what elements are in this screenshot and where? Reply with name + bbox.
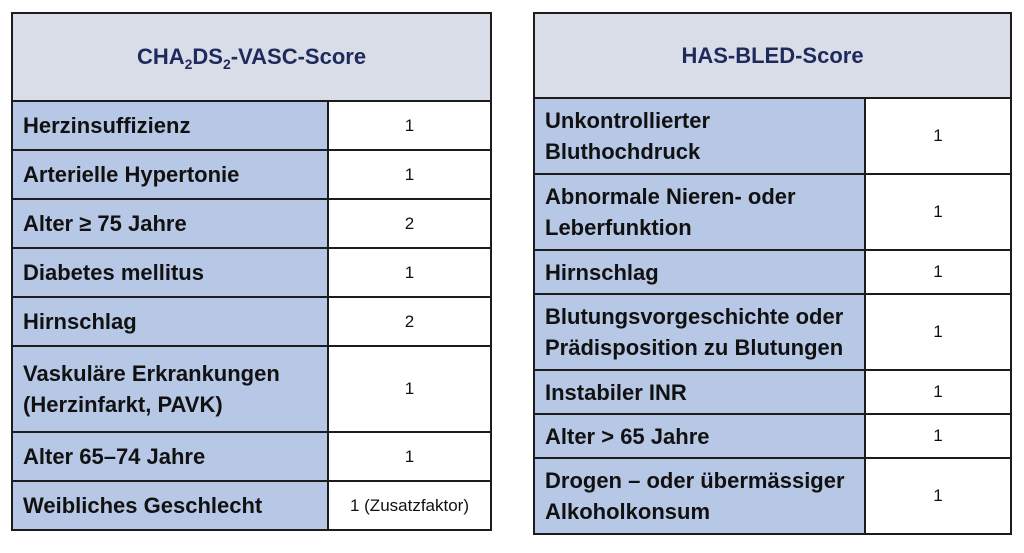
criterion-cell: Alter > 65 Jahre — [534, 414, 865, 458]
criterion-cell: Blutungsvorgeschichte oder Prädisposition zu Blutungen — [534, 294, 865, 370]
table-row — [12, 101, 491, 150]
criterion-cell: Weibliches Geschlecht — [12, 481, 328, 530]
table-row — [12, 248, 491, 297]
has-bled-table — [533, 12, 1012, 535]
points-cell: 1 — [328, 248, 491, 297]
criterion-cell: Unkontrollierter Bluthochdruck — [534, 98, 865, 174]
criterion-cell: Vaskuläre Erkrankungen (Herzinfarkt, PAVK) — [12, 346, 328, 432]
table-row — [534, 98, 1011, 174]
points-cell: 2 — [328, 199, 491, 248]
points-cell: 1 — [328, 150, 491, 199]
points-cell: 1 — [328, 101, 491, 150]
table-row — [534, 250, 1011, 294]
criterion-cell: Alter 65–74 Jahre — [12, 432, 328, 481]
table-row — [534, 294, 1011, 370]
points-cell: 1 — [865, 414, 1011, 458]
criterion-cell: Drogen – oder übermässiger Alkoholkonsum — [534, 458, 865, 534]
criterion-cell: Diabetes mellitus — [12, 248, 328, 297]
has-bled-title: HAS-BLED-Score — [534, 13, 1011, 98]
points-cell: 1 — [865, 458, 1011, 534]
points-cell: 1 — [865, 370, 1011, 414]
table-row — [534, 370, 1011, 414]
title-subscript: 2 — [184, 56, 193, 72]
title-part: -VASC-Score — [230, 44, 367, 69]
points-cell: 1 — [865, 98, 1011, 174]
points-cell: 1 — [328, 346, 491, 432]
table-row — [12, 150, 491, 199]
points-cell: 1 — [865, 294, 1011, 370]
table-row — [534, 458, 1011, 534]
points-cell: 1 — [328, 432, 491, 481]
table-row — [12, 432, 491, 481]
criterion-cell: Hirnschlag — [534, 250, 865, 294]
title-part: DS — [192, 44, 223, 69]
criterion-cell: Herzinsuffizienz — [12, 101, 328, 150]
table-row — [12, 297, 491, 346]
cha2ds2-vasc-title — [12, 13, 491, 101]
points-cell: 1 (Zusatzfaktor) — [328, 481, 491, 530]
criterion-cell: Alter ≥ 75 Jahre — [12, 199, 328, 248]
table-row — [12, 481, 491, 530]
table-row — [534, 174, 1011, 250]
title-part: CHA — [136, 44, 185, 69]
criterion-cell: Abnormale Nieren- oder Leberfunktion — [534, 174, 865, 250]
points-cell: 1 — [865, 174, 1011, 250]
points-cell: 1 — [865, 250, 1011, 294]
criterion-cell: Arterielle Hypertonie — [12, 150, 328, 199]
table-row — [12, 346, 491, 432]
cha2ds2-vasc-table — [11, 12, 492, 531]
table-row — [12, 199, 491, 248]
criterion-cell: Instabiler INR — [534, 370, 865, 414]
criterion-cell: Hirnschlag — [12, 297, 328, 346]
title-subscript: 2 — [222, 56, 231, 72]
points-cell: 2 — [328, 297, 491, 346]
table-row — [534, 414, 1011, 458]
